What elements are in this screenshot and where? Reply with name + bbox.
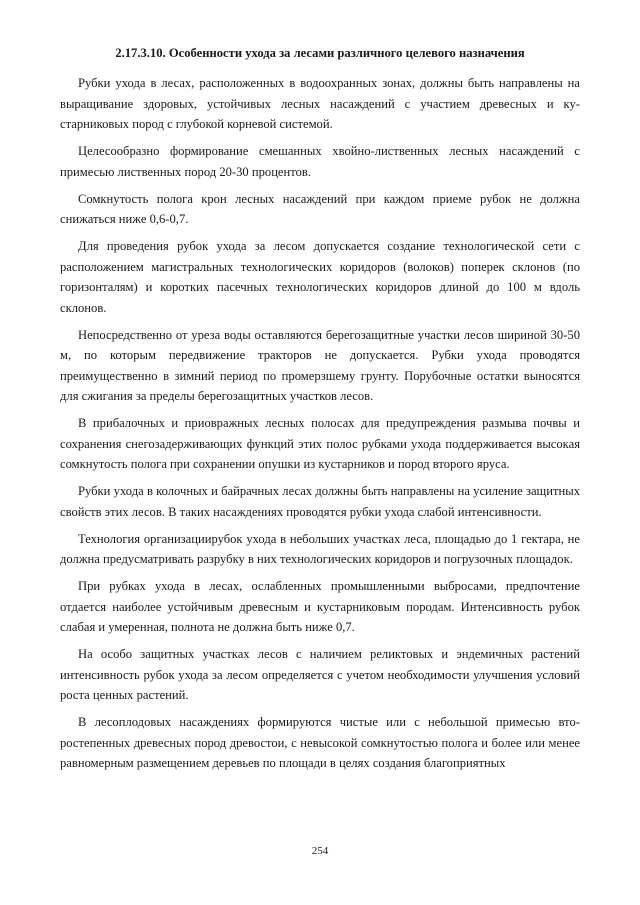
paragraph-fruit-stands: В лесоплодовых насаждениях формируются чистые или с небольшой примесью второстепенных древесных пород древостои, с невысокой сомкнутостью полога и более или менее равномерным размещением деревьев по площади в целях создания благоприятных <box>60 715 580 770</box>
paragraph-water-protection: Рубки ухода в лесах, расположенных в водоохранных зонах, должны быть направлены на выращивание здоровых, устойчивых лесных насаждений с участием древесных и кустарниковых пород с глубокой корневой системой. <box>60 76 580 131</box>
paragraph-technological-network: Для проведения рубок ухода за лесом допускается создание технологической сети с расположением магистральных технологических коридоров (волоков) поперек склонов (по горизонталям) и коротких пасечных технологических коридоров длиной до 100 м вдоль склонов. <box>60 239 580 315</box>
paragraph-ravine-strips: В прибалочных и приовражных лесных полосах для предупреждения размыва почвы и сохранения снегозадерживающих функций этих полос рубками ухода поддерживается высокая сомкнутость полога при сохранении опушки из кустарников и пород второго яруса. <box>60 416 580 471</box>
paragraph-mixed-stands: Целесообразно формирование смешанных хвойно-лиственных лесных насаждений с примесью лиственных пород 20-30 процентов. <box>60 144 580 179</box>
paragraph-bank-protection: Непосредственно от уреза воды оставляются берегозащитные участки лесов шириной 30-50 м, по которым передвижение тракторов не допускается. Рубки ухода проводятся преимущественно в зимний период по промерзшему грунту. Порубочные остатки выносятся для сжигания за пределы берегозащитных участков лесов. <box>60 327 580 403</box>
section-heading: 2.17.3.10. Особенности ухода за лесами различного целевого назначения <box>115 46 525 60</box>
paragraph-canopy-density: Сомкнутость полога крон лесных насаждений при каждом приеме рубок не должна снижаться ниже 0,6-0,7. <box>60 191 580 226</box>
paragraph-steppe-groves: Рубки ухода в колочных и байрачных лесах должны быть направлены на усиление защитных свойств этих лесов. В таких насаждениях проводятся рубки ухода слабой интенсивности. <box>60 484 580 519</box>
paragraph-relict-plants: На особо защитных участках лесов с наличием реликтовых и эндемичных растений интенсивность рубок ухода за лесом определяется с учетом необходимости улучшения условий роста ценных растений. <box>60 647 580 702</box>
paragraph-polluted-forests: При рубках ухода в лесах, ослабленных промышленными выбросами, предпочтение отдается наиболее устойчивым древесным и кустарниковым породам. Интенсивность рубок слабая и умеренная, полнота не должна быть ниже 0,7. <box>60 579 580 634</box>
body-text <box>60 73 580 780</box>
page-number: 254 <box>311 845 329 857</box>
paragraph-small-plots: Технология организациирубок ухода в небольших участках леса, площадью до 1 гектара, не должна предусматривать разрубку в них технологических коридоров и погрузочных площадок. <box>60 531 580 566</box>
